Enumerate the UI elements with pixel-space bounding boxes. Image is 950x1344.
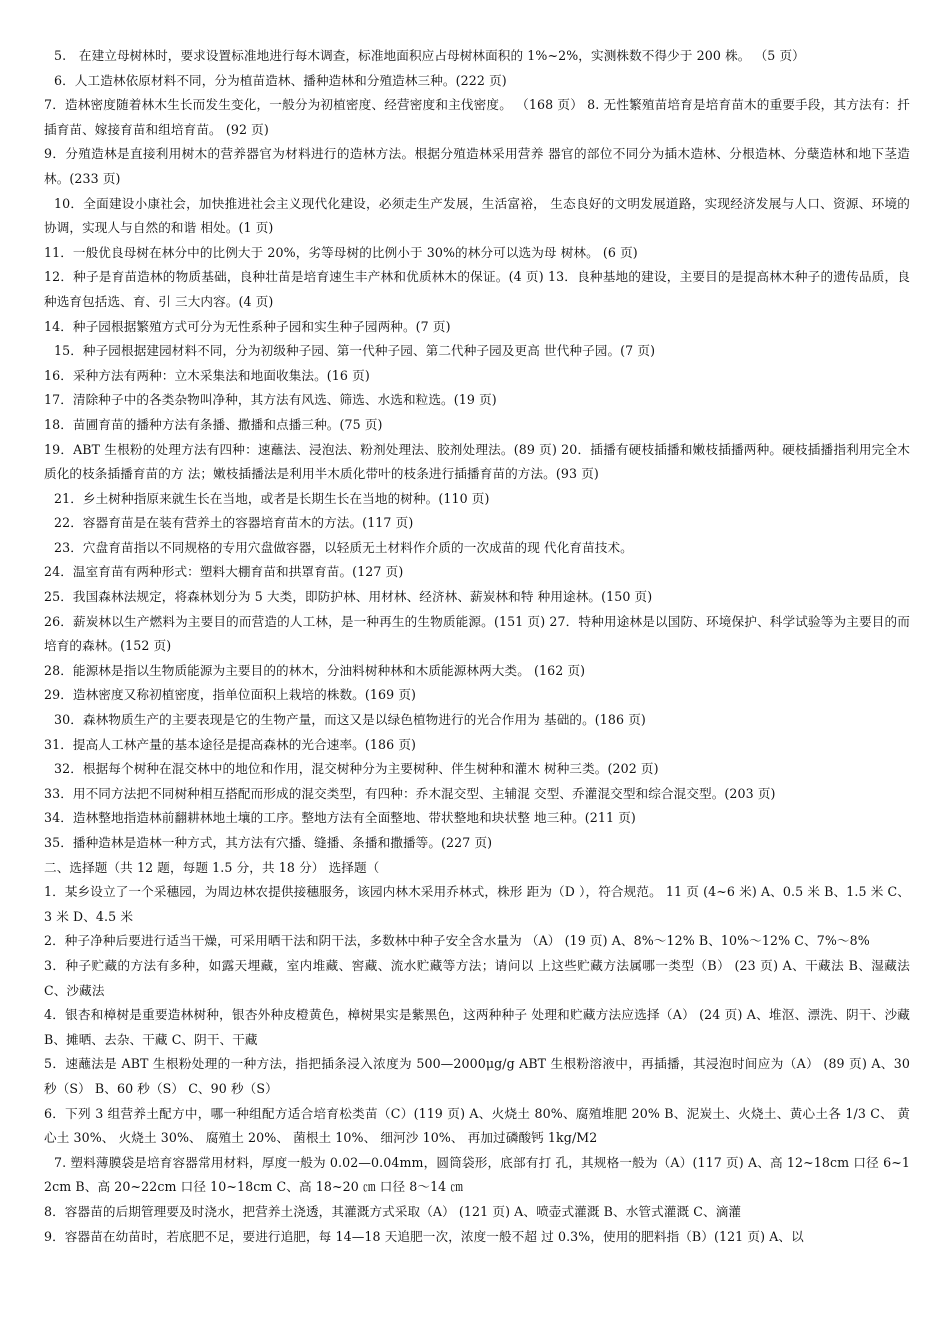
paragraph: 16．采种方法有两种：立木采集法和地面收集法。(16 页) [44, 367, 370, 383]
paragraph: 7. 塑料薄膜袋是培育容器常用材料，厚度一般为 0.02—0.04mm，圆筒袋形，底部有打 孔，其规格一般为（A）(117 页) A、高 12~18cm 口径 6~12cm B、高 20~22cm 口径 10~18cm C、高 18~20 ㎝ 口径 8～14 ㎝ [44, 1154, 910, 1195]
paragraph: 28．能源林是指以生物质能源为主要目的的林木，分油料树种林和木质能源林两大类。 (162 页) [44, 662, 586, 678]
paragraph: 35．播种造林是造林一种方式，其方法有穴播、缝播、条播和撒播等。(227 页) [44, 835, 493, 850]
paragraph: 二、选择题（共 12 题，每题 1.5 分，共 18 分） 选择题（ [44, 859, 380, 875]
paragraph: 1．某乡设立了一个采穗园，为周边林农提供接穗服务，该园内林木采用乔林式，株形 距为（D ），符合规范。 11 页 (4~6 米) A、0.5 米 B、1.5 米 C、3 米 D、4.5 米 [44, 884, 910, 924]
paragraph: 5. 在建立母树林时，要求设置标准地进行每木调查，标准地面积应占母树林面积的 1%~2%，实测株数不得少于 200 株。 （5 页） [54, 48, 805, 63]
paragraph: 6．下列 3 组营养土配方中，哪一种组配方适合培育松类苗（C）(119 页) A、火烧土 80%、腐殖堆肥 20% B、泥炭土、火烧土、黄心土各 1/3 C、 黄心土 30%、 火烧土 30%、 腐殖土 20%、 菌根土 10%、 细河沙 10%、 再加过磷酸钙 1kg/M2 [44, 1105, 910, 1146]
paragraph: 34．造林整地指造林前翻耕林地土壤的工序。整地方法有全面整地、带状整地和块状整 地三种。(211 页) [44, 810, 636, 826]
paragraph: 8．容器苗的后期管理要及时浇水，把营养土浇透，其灌溉方式采取（A） (121 页) A、喷壶式灌溉 B、水管式灌溉 C、滴灌 [44, 1203, 742, 1219]
paragraph: 33．用不同方法把不同树种相互搭配而形成的混交类型，有四种：乔木混交型、主辅混 交型、乔灌混交型和综合混交型。(203 页) [44, 785, 776, 801]
paragraph: 19．ABT 生根粉的处理方法有四种：速蘸法、浸泡法、粉剂处理法、胶剂处理法。(89 页) 20．插播有硬枝插播和嫩枝插播两种。硬枝插播指利用完全木质化的枝条插播育苗的方 法；嫩枝插播法是利用半木质化带叶的枝条进行插播育苗的方法。(93 页) [44, 441, 910, 482]
paragraph: 4．银杏和樟树是重要造林树种，银杏外种皮橙黄色，樟树果实是紫黑色，这两种种子 处理和贮藏方法应选择（A） (24 页) A、堆沤、漂洗、阴干、沙藏 B、摊晒、去杂、干藏 C、阴干、干藏 [44, 1007, 910, 1047]
paragraph: 26．薪炭林以生产燃料为主要目的而营造的人工林，是一种再生的生物质能源。(151 页) 27．特种用途林是以国防、环境保护、科学试验等为主要目的而培育的森林。(152 页) [44, 613, 910, 654]
paragraph: 23．穴盘育苗指以不同规格的专用穴盘做容器，以轻质无土材料作介质的一次成苗的现 代化育苗技术。 [54, 539, 633, 555]
paragraph: 18．苗圃育苗的播种方法有条播、撒播和点播三种。(75 页) [44, 416, 383, 432]
paragraph: 6．人工造林依原材料不同，分为植苗造林、播种造林和分殖造林三种。(222 页) [54, 72, 507, 88]
paragraph: 25．我国森林法规定，将森林划分为 5 大类，即防护林、用材林、经济林、薪炭林和特 种用途林。(150 页) [44, 589, 653, 605]
paragraph: 12．种子是育苗造林的物质基础，良种壮苗是培育速生丰产林和优质林木的保证。(4 页) 13．良种基地的建设，主要目的是提高林木种子的遗传品质，良种选育包括选、育、引 三大内容。(4 页) [44, 269, 910, 309]
paragraph: 7．造林密度随着林木生长而发生变化，一般分为初植密度、经营密度和主伐密度。 （168 页） 8. 无性繁殖苗培育是培育苗木的重要手段，其方法有：扦插育苗、嫁接育苗和组培育苗。 (92 页) [44, 97, 910, 137]
paragraph: 3．种子贮藏的方法有多种，如露天埋藏，室内堆藏、窖藏、流水贮藏等方法；请问以 上这些贮藏方法属哪一类型（B） (23 页) A、干藏法 B、湿藏法 C、沙藏法 [44, 957, 910, 998]
paragraph: 30．森林物质生产的主要表现是它的生物产量，而这又是以绿色植物进行的光合作用为 基础的。(186 页) [54, 712, 646, 728]
paragraph: 24．温室育苗有两种形式：塑料大棚育苗和拱罩育苗。(127 页) [44, 564, 404, 580]
paragraph: 21．乡土树种指原来就生长在当地，或者是长期生长在当地的树种。(110 页) [54, 490, 490, 506]
paragraph: 11．一般优良母树在林分中的比例大于 20%，劣等母树的比例小于 30%的林分可以选为母 树林。 (6 页) [44, 244, 638, 260]
paragraph: 32．根据每个树种在混交林中的地位和作用，混交树种分为主要树种、伴生树种和灌木 树种三类。(202 页) [54, 761, 659, 777]
paragraph: 9．分殖造林是直接利用树木的营养器官为材料进行的造林方法。根据分殖造林采用营养 器官的部位不同分为插木造林、分根造林、分蘖造林和地下茎造林。(233 页) [44, 146, 910, 186]
paragraph: 17．清除种子中的各类杂物叫净种，其方法有风选、筛选、水选和粒选。(19 页) [44, 392, 497, 408]
paragraph: 22．容器育苗是在装有营养土的容器培育苗木的方法。(117 页) [54, 515, 414, 531]
paragraph: 2．种子净种后要进行适当干燥，可采用晒干法和阴干法，多数林中种子安全含水量为 （A） (19 页) A、8%～12% B、10%～12% C、7%～8% [44, 933, 870, 949]
paragraph: 29．造林密度又称初植密度，指单位面积上栽培的株数。(169 页) [44, 687, 417, 703]
paragraph: 31．提高人工林产量的基本途径是提高森林的光合速率。(186 页) [44, 736, 417, 752]
paragraph: 10．全面建设小康社会，加快推进社会主义现代化建设，必须走生产发展，生活富裕， 生态良好的文明发展道路，实现经济发展与人口、资源、环境的协调，实现人与自然的和谐 相处。(1 页) [44, 195, 910, 236]
paragraph: 15．种子园根据建园材料不同，分为初级种子园、第一代种子园、第二代种子园及更高 世代种子园。(7 页) [54, 343, 656, 359]
paragraph: 14．种子园根据繁殖方式可分为无性系种子园和实生种子园两种。(7 页) [44, 318, 451, 334]
paragraph: 9．容器苗在幼苗时，若底肥不足，要进行追肥，每 14—18 天追肥一次，浓度一般不超 过 0.3%，使用的肥料指（B）(121 页) A、以 [44, 1228, 804, 1244]
paragraph: 5．速蘸法是 ABT 生根粉处理的一种方法，指把插条浸入浓度为 500—2000μg/g ABT 生根粉溶液中，再插播，其浸泡时间应为（A） (89 页) A、30 秒（S） B、60 秒（S） C、90 秒（S） [44, 1056, 910, 1096]
